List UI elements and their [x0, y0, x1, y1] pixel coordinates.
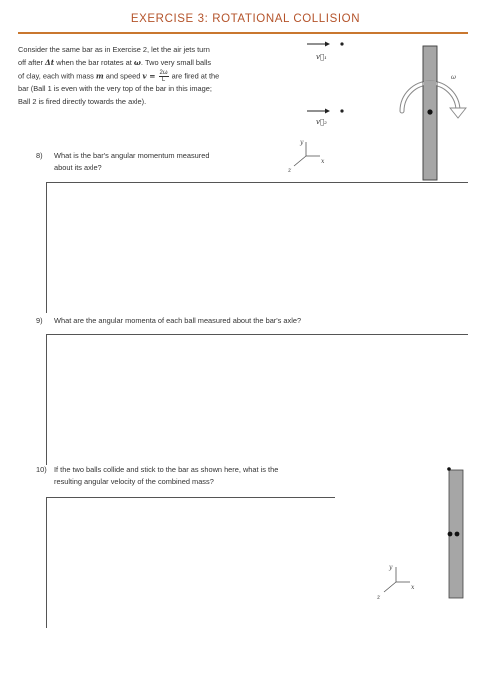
axes-icon-bottom	[376, 564, 415, 601]
svg-text:x: x	[321, 158, 325, 165]
ball-2-dot	[340, 109, 343, 112]
question-9-text: What are the angular momenta of each ball measured about the bar's axle?	[54, 316, 302, 325]
axes-icon	[287, 139, 325, 174]
question-8	[36, 150, 296, 176]
svg-text:z: z	[288, 167, 292, 174]
answer-box-10[interactable]	[46, 497, 335, 628]
intro-line-3: of clay, each with mass m and speed v = $\frac{2\omega}{L}$ are fired at the	[18, 69, 220, 83]
question-8-number: 8)	[36, 151, 43, 160]
svg-text:y: y	[300, 139, 304, 146]
omega-label: ω	[451, 74, 456, 81]
answer-box-8[interactable]	[46, 182, 468, 313]
intro-line-5: Ball 2 is fired directly towards the axle).	[18, 96, 147, 106]
stuck-ball-2	[448, 532, 453, 537]
speed-fraction: $\frac{2\omega}{L}$	[159, 69, 168, 83]
v1-label: v⃗₁	[316, 53, 327, 61]
page-title: EXERCISE 3: ROTATIONAL COLLISION	[130, 13, 361, 25]
question-10-number: 10)	[36, 465, 47, 474]
answer-box-9[interactable]	[46, 334, 468, 465]
v2-arrow	[307, 109, 330, 114]
v1-arrow	[307, 42, 330, 47]
question-10	[36, 464, 366, 490]
question-9-number: 9)	[36, 316, 43, 325]
intro-line-2: off after Δt when the bar rotates at ω. Two very small balls	[18, 57, 212, 67]
axle-dot	[427, 109, 432, 114]
axle-dot-bottom	[455, 532, 460, 537]
svg-text:z: z	[377, 594, 381, 601]
question-9	[36, 315, 456, 329]
intro-paragraph	[18, 44, 276, 108]
ball-1-dot	[340, 42, 343, 45]
title-rule	[18, 32, 468, 34]
combined-mass-diagram	[360, 460, 480, 610]
question-10-text: If the two balls collide and stick to the bar as shown here, what is the resulting angular velocity of the combined mass?	[54, 465, 279, 486]
svg-text:y: y	[389, 564, 393, 571]
v2-label: v⃗₂	[316, 118, 327, 126]
intro-line-1: Consider the same bar as in Exercise 2, let the air jets turn	[18, 45, 210, 54]
question-8-text: What is the bar's angular momentum measured about its axle?	[54, 151, 210, 172]
stuck-ball-1	[447, 467, 451, 471]
collision-diagram	[280, 36, 480, 186]
svg-text:x: x	[411, 584, 415, 591]
intro-line-4: bar (Ball 1 is even with the very top of the bar in this image;	[18, 83, 212, 93]
